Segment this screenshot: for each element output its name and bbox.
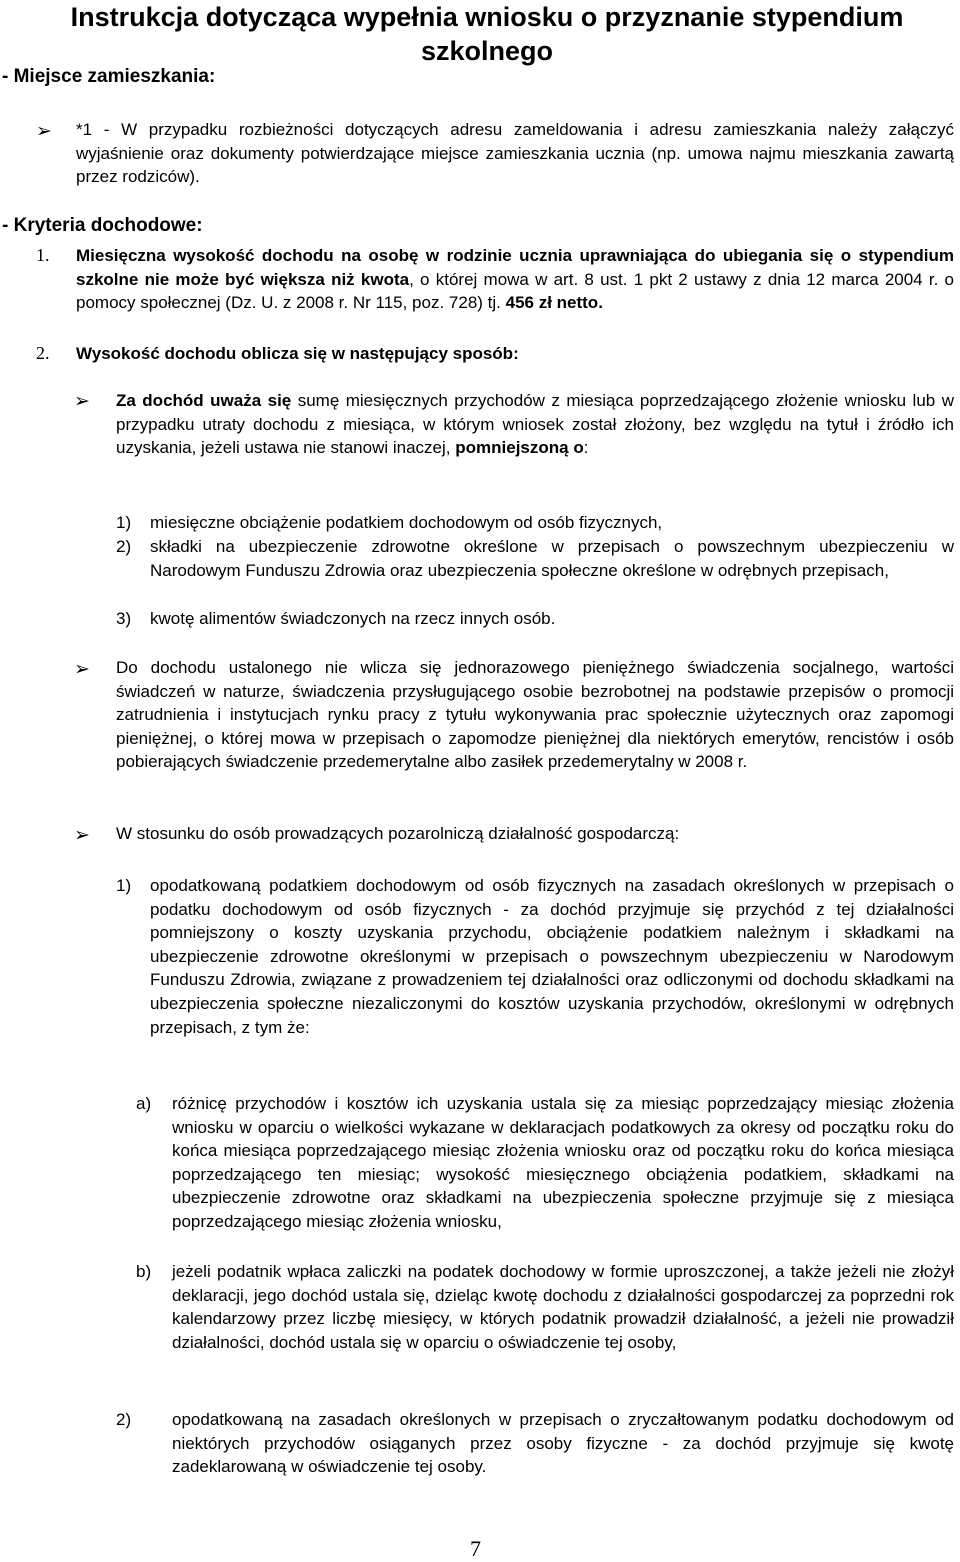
income-criterion-paragraph <box>76 244 954 315</box>
residence-note: *1 - W przypadku rozbieżności dotyczących adresu zameldowania i adresu zamieszkania należy załączyć wyjaśnienie oraz dokumenty potwierdzające miejsce zamieszkania ucznia (np. umowa najmu mieszkania zawartą przez rodziców). <box>76 120 954 187</box>
colon: : <box>583 438 589 458</box>
arrow-bullet-icon: ➢ <box>74 658 90 680</box>
list-item-number: 1) <box>116 513 132 532</box>
calculation-heading: Wysokość dochodu oblicza się w następujący sposób: <box>76 344 519 363</box>
deduction-item: miesięczne obciążenie podatkiem dochodowym od osób fizycznych, <box>150 513 663 532</box>
income-exclusions: Do dochodu ustalonego nie wlicza się jednorazowego pieniężnego świadczenia socjalnego, wartości świadczeń w naturze, świadczenia przysługującego osobie bezrobotnej na podstawie przepisów o promocji zatrudnienia i instytucjach rynku pracy z tytułu wykonywania prac społecznie użytecznych oraz zapomogi pieniężnej, o której mowa w przepisach o zapomodze pieniężnej dla niektórych emerytów, rencistów i osób pobierających świadczenie przedemerytalne albo zasiłek przedemerytalny w 2008 r. <box>116 658 954 772</box>
business-intro: W stosunku do osób prowadzących pozarolniczą działalność gospodarczą: <box>116 824 680 843</box>
business-item: opodatkowaną podatkiem dochodowym od osób fizycznych na zasadach określonych w przepisach o podatku dochodowym od osób fizycznych - za dochód przyjmuje się przychód z tej działalności pomniejszony o koszty uzyskania przychodu, obciążenie podatkiem należnym i składkami na ubezpieczenie zdrowotne określonymi w przepisach o powszechnym ubezpieczeniu w Narodowym Funduszu Zdrowia, związane z prowadzeniem tej działalności oraz odliczonymi od dochodu składkami na ubezpieczenia społeczne niezaliczonymi do kosztów uzyskania przychodów, określonymi w odrębnych przepisach, z tym że: <box>150 876 954 1037</box>
section-heading-income: - Kryteria dochodowe: <box>2 215 203 236</box>
arrow-bullet-icon: ➢ <box>36 120 52 142</box>
income-criterion-bold: Miesięczna wysokość dochodu na osobę w rodzinie ucznia uprawniająca do ubiegania się o stypendium szkolne nie może być większa niż kwota <box>76 246 954 289</box>
section-heading-residence: - Miejsce zamieszkania: <box>2 66 216 87</box>
point-number: 2. <box>36 343 50 363</box>
list-item-number: 2) <box>116 1410 132 1429</box>
list-item-number: 2) <box>116 537 132 556</box>
list-item-number: 3) <box>116 609 132 628</box>
point-number: 1. <box>36 245 50 265</box>
income-definition-text: sumę miesięcznych przychodów z miesiąca poprzedzającego złożenie wniosku lub w przypadku utraty dochodu z miesiąca, w którym wniosek został złożony, bez względu na tytuł i źródło ich uzyskania, jeżeli ustawa nie stanowi inaczej, <box>116 391 954 458</box>
arrow-bullet-icon: ➢ <box>74 824 90 846</box>
reduced-by-label: pomniejszoną o <box>455 438 584 458</box>
deduction-item: kwotę alimentów świadczonych na rzecz innych osób. <box>150 609 556 628</box>
income-criterion-legal-ref: , o której mowa w art. 8 ust. 1 pkt 2 ustawy z dnia 12 marca 2004 r. o pomocy społecznej (Dz. U. z 2008 r. Nr 115, poz. 728) tj. <box>76 269 954 313</box>
income-threshold: 456 zł netto. <box>500 293 603 313</box>
business-item: opodatkowaną na zasadach określonych w przepisach o zryczałtowanym podatku dochodowym od niektórych przychodów osiąganych przez osoby fizyczne - za dochód przyjmuje się kwotę zadeklarowaną w oświadczenie tej osoby. <box>172 1410 954 1477</box>
income-definition-bold: Za dochód uważa się <box>116 391 292 410</box>
page-number: 7 <box>470 1536 481 1561</box>
document-title: Instrukcja dotycząca wypełnia wniosku o przyznanie stypendium szkolnego <box>70 2 904 66</box>
income-definition <box>116 389 954 460</box>
list-item-letter: b) <box>136 1262 152 1281</box>
business-sub-item: jeżeli podatnik wpłaca zaliczki na podatek dochodowy w formie uproszczonej, a także jeżeli nie złożył deklaracji, jego dochód ustala się, dzieląc kwotę dochodu z działalności gospodarczej za poprzedni rok kalendarzowy przez liczbę miesięcy, w których podatnik prowadził działalność, a jeżeli nie prowadził działalności, dochód ustala się w oparciu o oświadczenie tej osoby, <box>172 1262 954 1352</box>
deduction-item: składki na ubezpieczenie zdrowotne określone w przepisach o powszechnym ubezpieczeniu w Narodowym Funduszu Zdrowia oraz ubezpieczenia społeczne określone w odrębnych przepisach, <box>150 537 954 580</box>
list-item-letter: a) <box>136 1094 152 1113</box>
business-sub-item: różnicę przychodów i kosztów ich uzyskania ustala się za miesiąc poprzedzający miesiąc złożenia wniosku w oparciu o wielkości wykazane w deklaracjach podatkowych za okresy od początku roku do końca miesiąca poprzedzającego miesiąc złożenia wniosku oraz od początku roku do końca miesiąca poprzedzającego ten miesiąc; wysokość miesięcznego obciążenia podatkiem, składkami na ubezpieczenie zdrowotne oraz składkami na ubezpieczenia społeczne przyjmuje się z miesiąca poprzedzającego miesiąc złożenia wniosku, <box>172 1094 954 1231</box>
arrow-bullet-icon: ➢ <box>74 390 90 412</box>
list-item-number: 1) <box>116 876 132 895</box>
